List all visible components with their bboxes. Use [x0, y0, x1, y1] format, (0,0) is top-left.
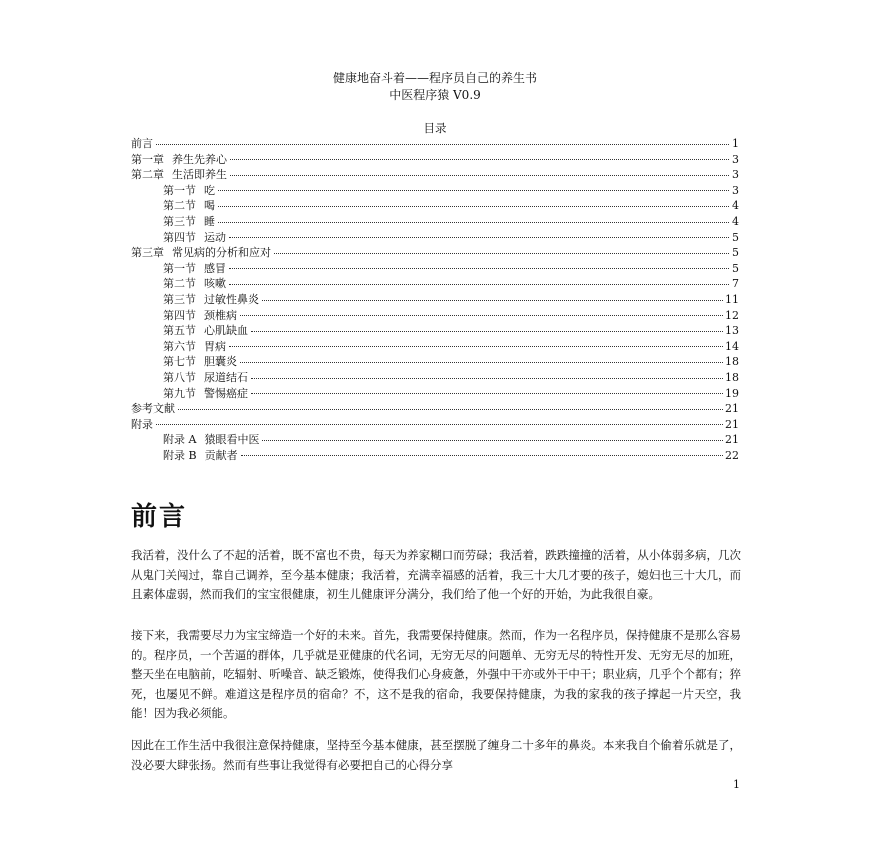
toc-entry-title: 心肌缺血 — [204, 324, 248, 338]
toc-entry-number: 第四节 — [163, 230, 196, 244]
toc-entry-page: 12 — [725, 308, 739, 322]
toc-entry-page: 18 — [725, 355, 739, 369]
toc-dot-leader — [178, 408, 723, 410]
toc-entry-title: 胆囊炎 — [204, 355, 237, 369]
toc-entry-page: 13 — [725, 324, 739, 338]
toc-entry-label — [163, 230, 226, 246]
toc-entry[interactable] — [131, 323, 739, 339]
toc-entry-label — [131, 167, 227, 183]
toc-entry[interactable] — [131, 308, 739, 324]
toc-entry[interactable] — [131, 354, 739, 370]
toc-entry-page: 4 — [732, 199, 739, 213]
toc-entry-title: 喝 — [204, 199, 215, 213]
toc-entry-label — [163, 198, 215, 214]
toc-entry-label — [131, 417, 153, 433]
toc-dot-leader — [156, 423, 723, 425]
toc-entry-title: 常见病的分析和应对 — [172, 246, 271, 260]
toc-entry-title: 贡献者 — [204, 448, 238, 462]
toc-entry[interactable] — [131, 417, 739, 433]
toc-entry[interactable] — [131, 261, 739, 277]
toc-entry-number: 第二节 — [163, 277, 196, 291]
toc-entry-number: 第三节 — [163, 214, 196, 228]
toc-entry-label — [163, 339, 226, 355]
toc-entry-label — [163, 370, 248, 386]
toc-dot-leader — [274, 252, 729, 254]
preface-paragraph: 因此在工作生活中我很注意保持健康，坚持至今基本健康，甚至摆脱了缠身二十多年的鼻炎。本来我自个偷着乐就是了，没必要大肆张扬。然而有些事让我觉得有必要把自己的心得分享 — [131, 738, 741, 772]
toc-entry-page: 3 — [732, 152, 739, 166]
toc-entry-page: 14 — [725, 339, 739, 353]
toc-entry-page: 18 — [725, 370, 739, 384]
toc-dot-leader — [262, 299, 723, 301]
toc-entry-label — [131, 152, 227, 168]
toc-entry[interactable] — [131, 432, 739, 448]
toc-entry-page: 21 — [725, 402, 739, 416]
toc-entry-page: 21 — [725, 433, 739, 447]
toc-entry-number: 第五节 — [163, 324, 196, 338]
toc-entry-label — [163, 183, 215, 199]
toc-entry-number: 第三节 — [163, 292, 196, 306]
toc-entry-number: 第六节 — [163, 339, 196, 353]
toc-entry-title: 养生先养心 — [172, 152, 227, 166]
toc-entry-page: 7 — [732, 277, 739, 291]
toc-entry-page: 19 — [725, 386, 739, 400]
toc-entry-number: 第二节 — [163, 199, 196, 213]
toc-entry-title: 吃 — [204, 183, 215, 197]
toc-dot-leader — [230, 174, 729, 176]
toc-entry-title: 咳嗽 — [204, 277, 226, 291]
toc-entry[interactable] — [131, 448, 739, 464]
toc-dot-leader — [218, 205, 729, 207]
toc-entry-number: 附录 B — [163, 448, 197, 462]
toc-entry-number: 第七节 — [163, 355, 196, 369]
toc-dot-leader — [218, 221, 729, 223]
toc-entry-label — [163, 261, 226, 277]
toc-entry[interactable] — [131, 183, 739, 199]
toc-entry-title: 前言 — [131, 137, 153, 150]
toc-entry-number: 第九节 — [163, 386, 196, 400]
document-title: 健康地奋斗着——程序员自己的养生书 — [332, 71, 537, 85]
toc-entry[interactable] — [131, 339, 739, 355]
toc-entry-title: 胃病 — [204, 339, 226, 353]
toc-entry-page: 5 — [732, 230, 739, 244]
toc-entry-number: 第一节 — [163, 183, 196, 197]
toc-entry-title: 颈椎病 — [204, 308, 237, 322]
toc-entry-title: 睡 — [204, 214, 215, 228]
toc-entry-label — [131, 245, 271, 261]
toc-entry-title: 附录 — [131, 417, 153, 431]
document-title-block — [0, 70, 870, 104]
toc-entry-label — [163, 214, 215, 230]
toc-entry-number: 第四节 — [163, 308, 196, 322]
toc-entry-title: 猿眼看中医 — [204, 433, 260, 447]
toc-entry-label — [163, 386, 248, 402]
toc-dot-leader — [229, 283, 729, 285]
toc-entry-page: 5 — [732, 246, 739, 260]
toc-entry-label — [163, 354, 237, 370]
toc-entry-label — [163, 432, 259, 448]
toc-entry-title: 过敏性鼻炎 — [204, 292, 259, 306]
toc-dot-leader — [251, 392, 723, 394]
toc-entry[interactable] — [131, 136, 739, 152]
preface-heading: 前言 — [131, 502, 188, 532]
toc-entry[interactable] — [131, 152, 739, 168]
toc-dot-leader — [218, 189, 729, 191]
toc-dot-leader — [229, 345, 723, 347]
toc-entry-label — [163, 292, 259, 308]
toc-entry-title: 运动 — [204, 230, 226, 244]
toc-entry-label — [163, 308, 237, 324]
toc-entry-number: 附录 A — [163, 433, 197, 447]
toc-dot-leader — [251, 330, 723, 332]
toc-entry[interactable] — [131, 214, 739, 230]
toc-entry[interactable] — [131, 245, 739, 261]
toc-dot-leader — [240, 361, 723, 363]
toc-entry-title: 尿道结石 — [204, 370, 248, 384]
toc-entry-page: 5 — [732, 261, 739, 275]
toc-entry-number: 第一章 — [131, 152, 164, 166]
table-of-contents — [131, 136, 739, 463]
toc-dot-leader — [229, 267, 729, 269]
toc-entry-title: 生活即养生 — [172, 168, 227, 182]
toc-entry-page: 11 — [725, 292, 739, 306]
toc-entry[interactable] — [131, 198, 739, 214]
toc-entry-page: 22 — [725, 448, 739, 462]
toc-entry-number: 第三章 — [131, 246, 164, 260]
toc-entry-page: 1 — [732, 137, 739, 150]
toc-entry-label — [163, 448, 238, 464]
toc-entry[interactable] — [131, 292, 739, 308]
toc-entry-title: 感冒 — [204, 261, 226, 275]
toc-entry-label — [131, 136, 153, 152]
toc-entry-page: 3 — [732, 183, 739, 197]
toc-entry[interactable] — [131, 167, 739, 183]
toc-dot-leader — [229, 236, 729, 238]
toc-entry-number: 第二章 — [131, 168, 164, 182]
toc-entry[interactable] — [131, 401, 739, 417]
toc-entry-title: 警惕癌症 — [204, 386, 248, 400]
toc-entry[interactable] — [131, 370, 739, 386]
toc-dot-leader — [230, 158, 729, 160]
toc-dot-leader — [156, 143, 729, 145]
toc-dot-leader — [251, 377, 723, 379]
toc-entry-label — [163, 323, 248, 339]
page-number: 1 — [733, 778, 740, 791]
document-subtitle: 中医程序猿 V0.9 — [389, 88, 481, 102]
toc-entry-label — [131, 401, 175, 417]
toc-dot-leader — [262, 439, 723, 441]
preface-paragraph: 接下来，我需要尽力为宝宝缔造一个好的未来。首先，我需要保持健康。然而，作为一名程序员，保持健康不是那么容易的。程序员，一个苦逼的群体，几乎就是亚健康的代名词，无穷无尽的问题单、无穷无尽的特性开发、无穷无尽的加班，整天坐在电脑前，吃辐射、听噪音、缺乏锻炼，使得我们心身疲惫，外强中干亦或外干中干；职业病，几乎个个都有；猝死，也屡见不鲜。难道这是程序员的宿命？不，这不是我的宿命，我要保持健康，为我的家我的孩子撑起一片天空，我能！因为我必须能。 — [131, 628, 741, 720]
toc-heading: 目录 — [423, 121, 447, 135]
toc-entry-page: 3 — [732, 168, 739, 182]
toc-entry-number: 第八节 — [163, 370, 196, 384]
toc-entry[interactable] — [131, 230, 739, 246]
toc-entry-label — [163, 276, 226, 292]
toc-dot-leader — [241, 454, 723, 456]
toc-entry-number: 第一节 — [163, 261, 196, 275]
toc-entry[interactable] — [131, 386, 739, 402]
toc-entry-page: 21 — [725, 417, 739, 431]
toc-dot-leader — [240, 314, 723, 316]
toc-entry-page: 4 — [732, 214, 739, 228]
toc-entry-title: 参考文献 — [131, 402, 175, 416]
preface-paragraph: 我活着，没什么了不起的活着，既不富也不贵，每天为养家糊口而劳碌；我活着，跌跌撞撞的活着，从小体弱多病，几次从鬼门关闯过，靠自己调养，至今基本健康；我活着，充满幸福感的活着，我三十大几才要的孩子，媳妇也三十大几，而且素体虚弱，然而我们的宝宝很健康，初生儿健康评分满分，我们给了他一个好的开始，为此我很自豪。 — [131, 548, 741, 601]
toc-entry[interactable] — [131, 276, 739, 292]
